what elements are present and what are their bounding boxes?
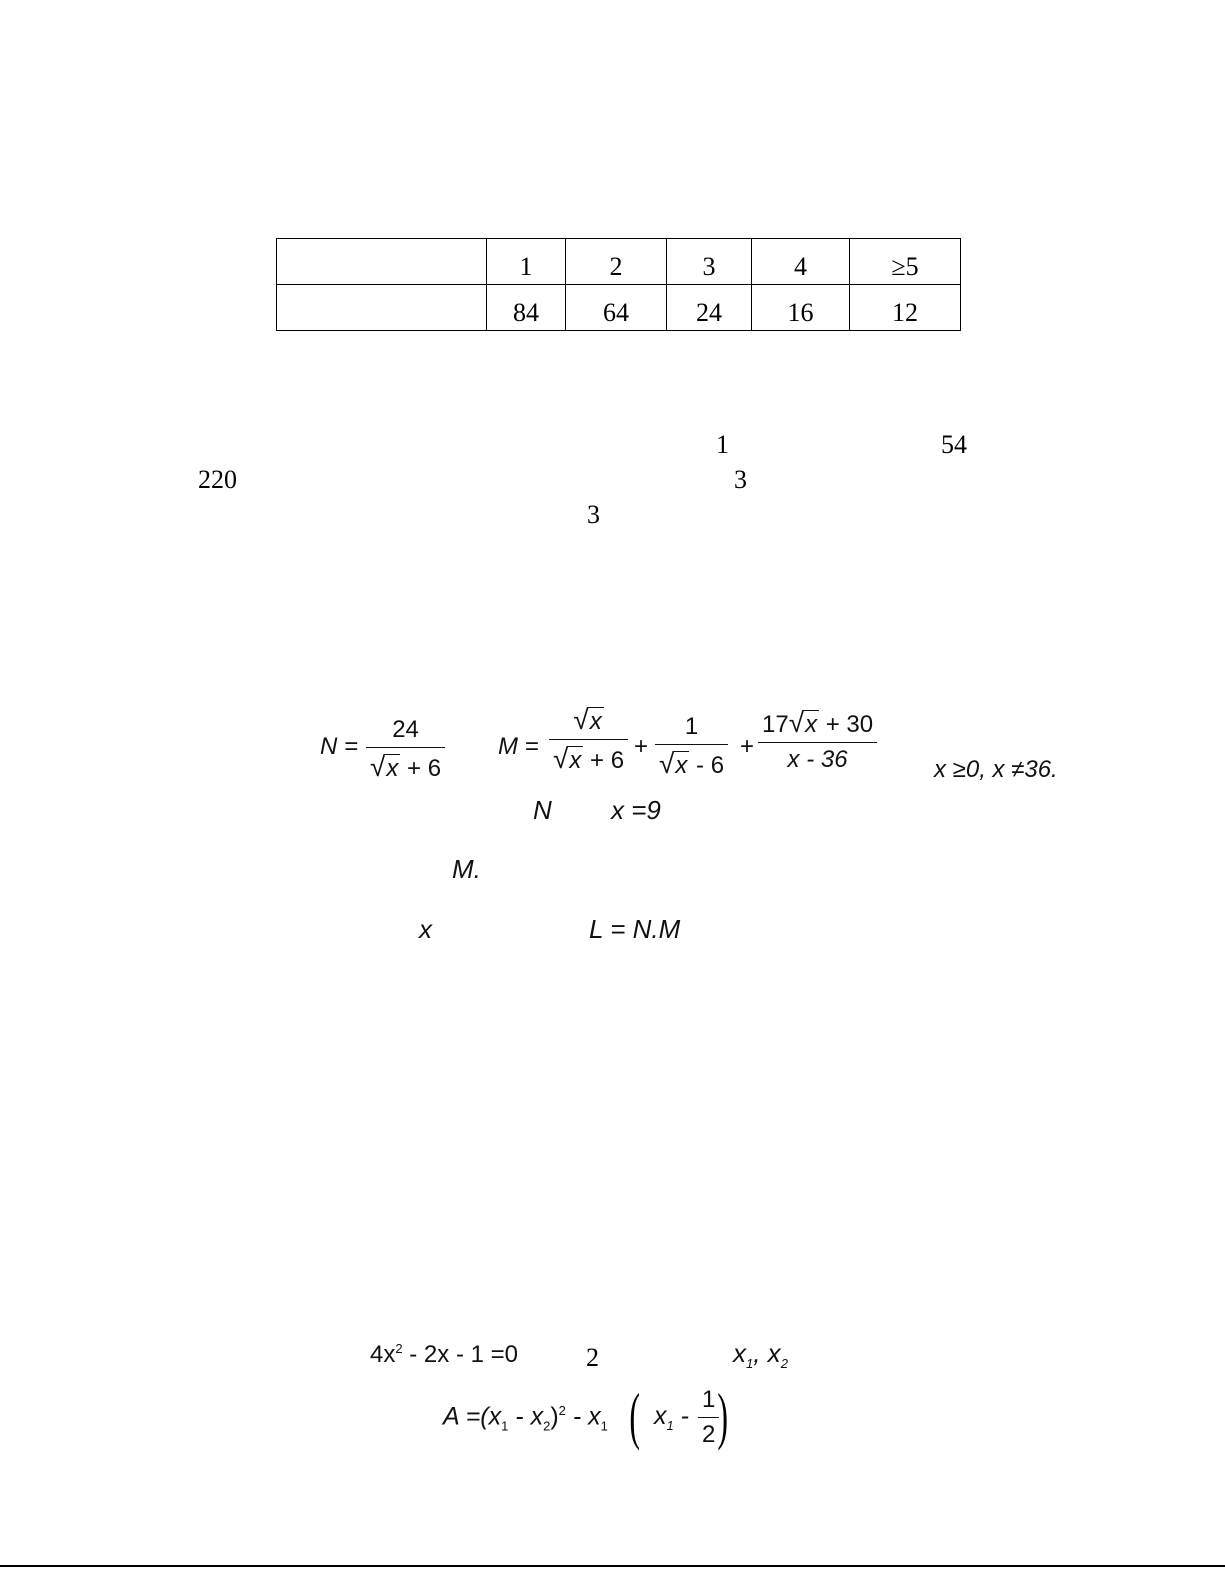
problem-number: 220: [198, 465, 237, 494]
radicand: x: [805, 711, 818, 738]
numerator: [758, 707, 877, 739]
denominator: x - 36: [787, 746, 848, 773]
problem-number: 3: [734, 465, 747, 494]
numerator: [549, 704, 628, 736]
problem-number: 3: [587, 500, 600, 529]
table-cell: 3: [667, 239, 752, 285]
table-cell: 2: [566, 239, 667, 285]
table-cell: 16: [752, 285, 850, 331]
sqrt-icon: √: [370, 751, 386, 782]
radicand: x: [589, 708, 602, 735]
table-cell: 4: [752, 239, 850, 285]
fraction: [655, 713, 728, 780]
plus-sign: +: [634, 733, 649, 760]
sqrt-icon: √: [573, 704, 589, 735]
a-expression: [443, 1404, 608, 1432]
fraction-bar: [698, 1417, 719, 1418]
denominator: 2: [702, 1421, 716, 1448]
exponent: 2: [395, 1341, 403, 1356]
right-paren: ): [717, 1380, 728, 1451]
radicand: x: [569, 747, 582, 774]
var-m: M.: [452, 854, 481, 884]
denominator: [366, 751, 445, 783]
numerator: 1: [702, 1386, 716, 1413]
sqrt-icon: √: [553, 743, 569, 774]
domain-condition: x ≥0, x ≠36.: [934, 756, 1058, 783]
term: + 6: [407, 755, 442, 782]
term: + 30: [825, 711, 874, 738]
problem-number: 54: [941, 430, 967, 459]
fraction-bar: [549, 739, 628, 740]
table-row: [277, 239, 961, 285]
m-lhs: M =: [498, 733, 539, 760]
roots: [733, 1340, 788, 1370]
inner-term: [654, 1404, 689, 1432]
fraction-bar: [655, 744, 728, 745]
var-n: N: [533, 795, 552, 825]
problem-number: 2: [586, 1343, 599, 1372]
term: + 6: [590, 747, 625, 774]
table-cell: 84: [487, 285, 566, 331]
table-cell: ≥5: [850, 239, 961, 285]
fraction-bar: [366, 747, 445, 748]
fraction: [698, 1386, 719, 1449]
l-expression: L = N.M: [589, 914, 681, 944]
term: 4x: [370, 1341, 396, 1368]
term: - 6: [696, 752, 725, 779]
page-bottom-rule: [0, 1565, 1225, 1567]
table-cell: 12: [850, 285, 961, 331]
fraction-bar: [758, 742, 877, 743]
term: x: [733, 1338, 746, 1368]
term: x: [654, 1402, 667, 1430]
term: , x: [753, 1338, 781, 1368]
term: - x: [565, 1402, 601, 1431]
fraction: [549, 704, 628, 775]
term: - x: [508, 1402, 544, 1431]
subscript: 1: [600, 1418, 608, 1434]
radicand: x: [675, 752, 688, 779]
radicand: x: [386, 755, 399, 782]
frequency-table: [276, 238, 961, 331]
quadratic-equation: [370, 1342, 518, 1367]
table-row: [277, 285, 961, 331]
subscript: 2: [780, 1356, 788, 1372]
coefficient: 17: [762, 711, 789, 738]
sqrt-icon: √: [659, 748, 675, 779]
term: ): [550, 1402, 559, 1431]
table-cell: [277, 239, 487, 285]
left-paren: (: [629, 1380, 640, 1451]
fraction: [366, 716, 445, 783]
sqrt-icon: √: [788, 707, 805, 738]
subscript: 1: [666, 1418, 674, 1433]
fraction: [758, 707, 877, 774]
subscript: 1: [746, 1356, 754, 1372]
table-cell: 1: [487, 239, 566, 285]
exponent: 2: [558, 1403, 566, 1418]
term: - 2x - 1 =0: [402, 1341, 518, 1368]
term: -: [673, 1402, 690, 1430]
x-value: x =9: [611, 795, 661, 825]
subscript: 2: [543, 1418, 551, 1434]
denominator: [655, 748, 728, 780]
denominator: [549, 743, 628, 775]
plus-sign: +: [740, 733, 755, 760]
numerator: 24: [392, 716, 419, 743]
n-lhs: N =: [320, 733, 359, 760]
numerator: 1: [684, 713, 699, 740]
problem-number: 1: [716, 430, 729, 459]
table-cell: [277, 285, 487, 331]
subscript: 1: [501, 1418, 509, 1434]
table-cell: 24: [667, 285, 752, 331]
term: A =(x: [443, 1402, 502, 1431]
table-cell: 64: [566, 285, 667, 331]
var-x: x: [419, 914, 432, 944]
